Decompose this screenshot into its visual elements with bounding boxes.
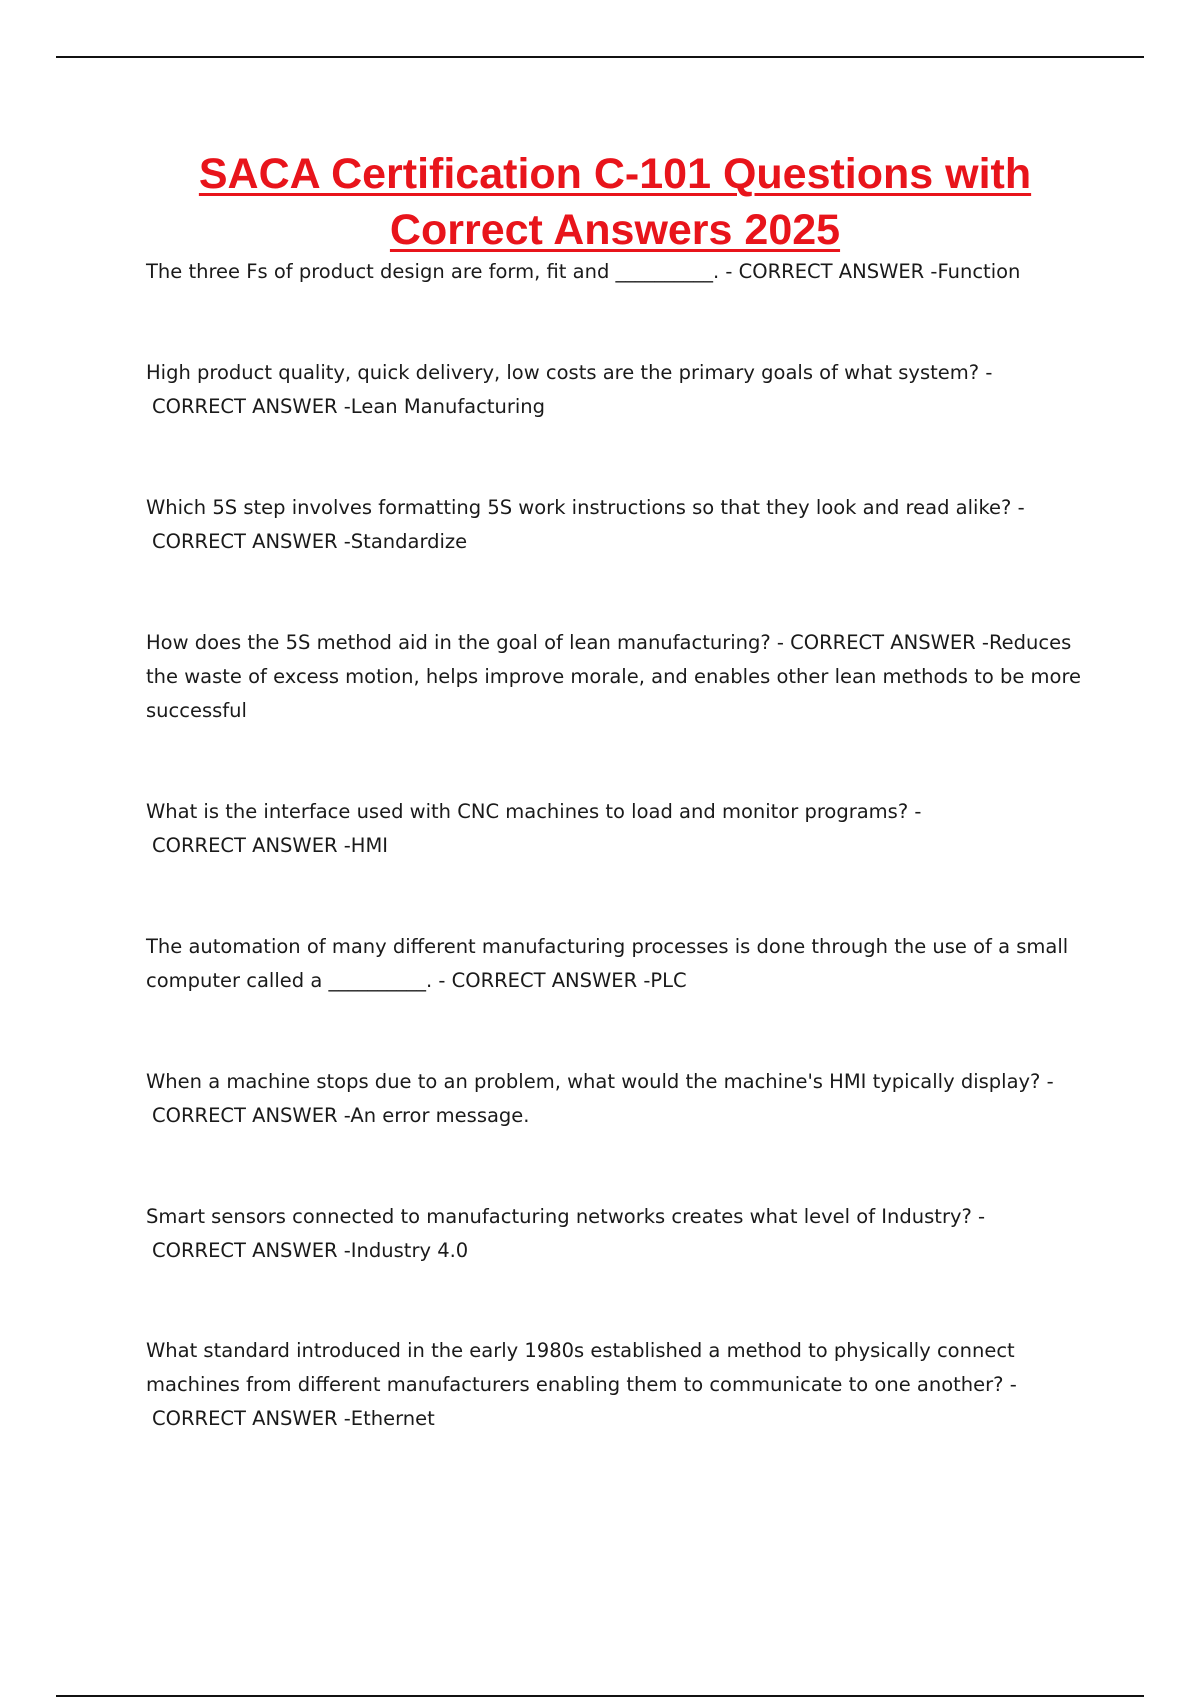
answer-text: CORRECT ANSWER -Lean Manufacturing bbox=[152, 395, 546, 418]
answer-text: CORRECT ANSWER -HMI bbox=[152, 834, 389, 857]
question-text: The three Fs of product design are form, fit and __________. - bbox=[146, 260, 739, 283]
qa-item-1 bbox=[146, 255, 1091, 289]
question-text: What standard introduced in the early 1980s established a method to physically connect machines from different manufacturers enabling them to communicate to one another? - bbox=[146, 1339, 1017, 1396]
qa-item-3 bbox=[146, 491, 1091, 559]
answer-text: CORRECT ANSWER -Ethernet bbox=[152, 1407, 435, 1430]
qa-item-4 bbox=[146, 626, 1091, 728]
qa-item-8 bbox=[146, 1200, 1091, 1268]
qa-item-2 bbox=[146, 356, 1091, 424]
answer-text: CORRECT ANSWER -Industry 4.0 bbox=[152, 1239, 469, 1262]
bottom-rule bbox=[56, 1695, 1144, 1697]
question-text: Which 5S step involves formatting 5S work instructions so that they look and read alike? - bbox=[146, 496, 1025, 519]
question-text: When a machine stops due to an problem, what would the machine's HMI typically display? - bbox=[146, 1070, 1054, 1093]
top-rule bbox=[56, 56, 1144, 58]
qa-item-7 bbox=[146, 1065, 1091, 1133]
question-text: What is the interface used with CNC machines to load and monitor programs? - bbox=[146, 800, 922, 823]
answer-text: CORRECT ANSWER -Standardize bbox=[152, 530, 468, 553]
question-text: How does the 5S method aid in the goal of lean manufacturing? - bbox=[146, 631, 791, 654]
document-title: SACA Certification C-101 Questions with Correct Answers 2025 bbox=[198, 150, 1032, 254]
answer-text: CORRECT ANSWER -Function bbox=[738, 260, 1021, 283]
question-text: The automation of many different manufacturing processes is done through the use of a small computer called a __________. - bbox=[146, 935, 1069, 992]
answer-text: CORRECT ANSWER -Reduces the waste of excess motion, helps improve morale, and enables other lean methods to be more successful bbox=[146, 631, 1082, 722]
question-text: High product quality, quick delivery, low costs are the primary goals of what system? - bbox=[146, 361, 993, 384]
question-text: Smart sensors connected to manufacturing networks creates what level of Industry? - bbox=[146, 1205, 986, 1228]
qa-item-5 bbox=[146, 795, 1091, 863]
qa-item-9 bbox=[146, 1334, 1091, 1436]
qa-item-6 bbox=[146, 930, 1091, 998]
answer-text: CORRECT ANSWER -An error message. bbox=[152, 1104, 530, 1127]
answer-text: CORRECT ANSWER -PLC bbox=[451, 969, 687, 992]
